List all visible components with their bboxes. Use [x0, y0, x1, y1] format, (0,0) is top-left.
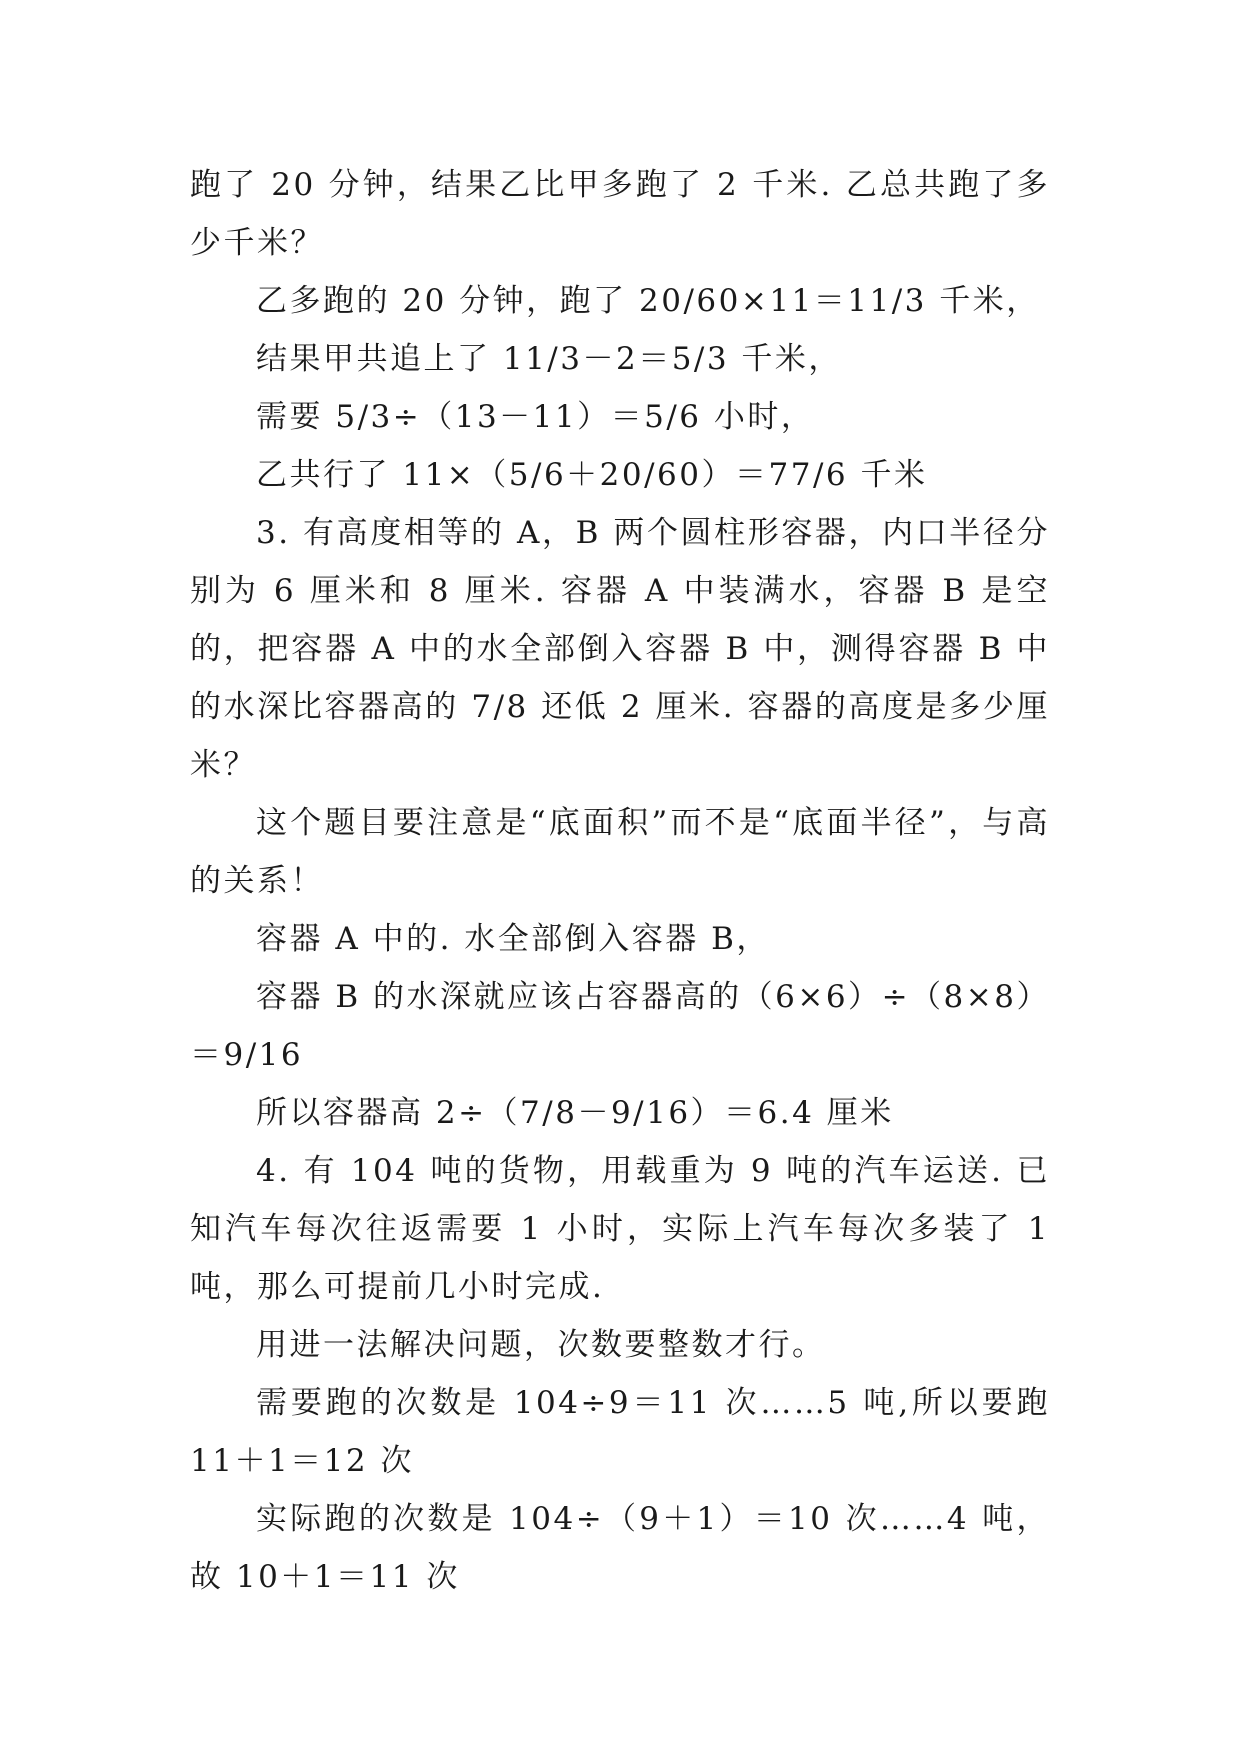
paragraph-4: 需要 5/3÷（13－11）＝5/6 小时， — [256, 399, 815, 435]
paragraph-6: 3. 有高度相等的 A，B 两个圆柱形容器，内口半径分别为 6 厘米和 8 厘米. 容器 A 中装满水，容器 B 是空的，把容器 A 中的水全部倒入容器 B 中，测得容器 B 中的水深比容器高的 7/8 还低 2 厘米. 容器的高度是多少厘米？ — [190, 515, 1050, 783]
paragraph-1: 跑了 20 分钟，结果乙比甲多跑了 2 千米. 乙总共跑了多少千米？ — [190, 167, 1050, 261]
paragraph-9: 容器 B 的水深就应该占容器高的（6×6）÷（8×8）＝9/16 — [190, 979, 1050, 1073]
paragraph-11: 4. 有 104 吨的货物，用载重为 9 吨的汽车运送. 已知汽车每次往返需要 1 小时，实际上汽车每次多装了 1 吨，那么可提前几小时完成. — [190, 1153, 1050, 1305]
document-body — [190, 156, 1050, 1606]
paragraph-8: 容器 A 中的. 水全部倒入容器 B， — [256, 921, 770, 957]
paragraph-3: 结果甲共追上了 11/3－2＝5/3 千米， — [256, 341, 842, 377]
paragraph-10: 所以容器高 2÷（7/8－9/16）＝6.4 厘米 — [256, 1095, 894, 1131]
paragraph-14: 实际跑的次数是 104÷（9＋1）＝10 次……4 吨，故 10＋1＝11 次 — [190, 1501, 1050, 1595]
paragraph-5: 乙共行了 11×（5/6＋20/60）＝77/6 千米 — [256, 457, 928, 493]
paragraph-2: 乙多跑的 20 分钟，跑了 20/60×11＝11/3 千米， — [256, 283, 1040, 319]
paragraph-12: 用进一法解决问题，次数要整数才行。 — [256, 1327, 826, 1363]
paragraph-13: 需要跑的次数是 104÷9＝11 次……5 吨,所以要跑 11＋1＝12 次 — [190, 1385, 1050, 1479]
paragraph-7: 这个题目要注意是“底面积”而不是“底面半径”，与高的关系！ — [190, 805, 1050, 899]
